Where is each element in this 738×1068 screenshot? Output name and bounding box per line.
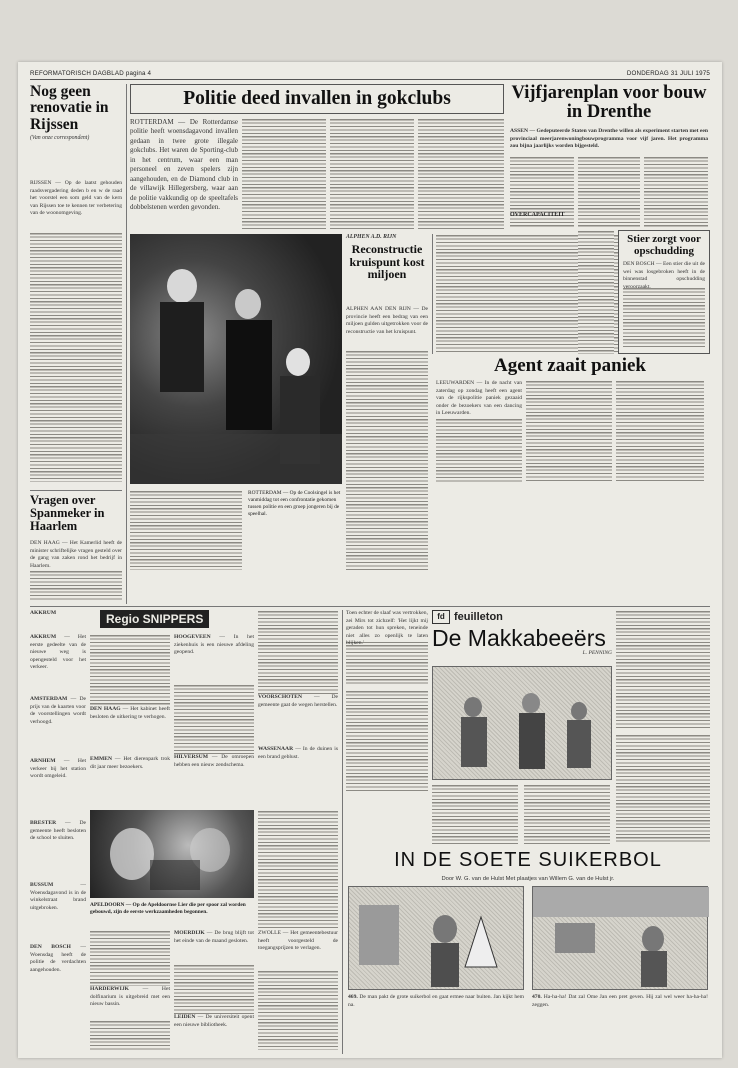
regio-text-6: Het kabinet heeft besloten de uitkering te verhogen. [90,706,170,720]
regio-place-6: DEN HAAG [90,706,121,712]
regio-place-3: BRESTER [30,820,57,826]
suikerbol-panel-2 [532,886,708,990]
caption-apeldoorn: APELDOORN — Op de Apeldoornse Lier die per spoor zal worden gebouwd, zijn de eerste werkzaamheden begonnen. [90,902,246,916]
regio-text-7: Het dierenpark trok dit jaar meer bezoekers. [90,756,170,770]
headline-renovatie: Nog geen renovatie in Rijssen [30,83,109,133]
regio-text-1: De prijs van de kaarten voor de voorstellingen wordt verhoogd. [30,696,86,725]
suikerbol-caption-2: Ha-ha-ha! Dat zal Ome Jan een pret geven. Hij zal wel weer ha-ha-ha! zeggen. [532,994,708,1008]
feuilleton-banner: feuilleton [454,611,503,623]
regio-place-13: WASSENAAR [258,746,294,752]
feuilleton-title: De Makkabeeërs [432,625,606,651]
headline-spanmeker: Vragen over Spanmeker in Haarlem [30,493,105,534]
regio-text-13: In de duinen is een brand geblust. [258,746,338,760]
regio-place-4: BUSSUM [30,882,54,888]
regio-col-3: HOOGEVEEN — In het ziekenhuis is een nieuwe afdeling geopend. HILVERSUM — De omroepen hebben een nieuw zendschema. [174,634,254,768]
lead-vijfjarenplan: ASSEN — Gedeputeerde Staten van Drenthe willen als experiment starten met een provinciaal meerjarenwoningbouwprogramma voor vijf jaren. Het programma zou bijna jaarlijks worden bijgesteld. [510,128,708,150]
feuilleton-author: L. PENNING [582,650,612,657]
regio-text-10: Het dolfinarium is uitgebreid met een nieuw bassin. [90,986,170,1008]
lead-agent: LEEUWARDEN — In de nacht van zaterdag op zondag heeft een agent van de rijkspolitie paniek gezaaid onder de bezoekers van een dancing in Leeuwarden. [436,380,522,417]
regio-text-11: De omroepen hebben een nieuw zendschema. [174,754,254,768]
headline-gokclubs: Politie deed invallen in gokclubs [183,88,451,109]
article-stier [618,230,710,354]
headline-stier: Stier zorgt voor opschudding [627,233,701,257]
regio-place-12: VOORSCHOTEN [258,694,303,700]
headline-vijfjarenplan: Vijfjarenplan voor bouw in Drenthe [511,83,707,123]
lead-gokclubs: ROTTERDAM — De Rotterdamse politie heeft woensdagavond invallen gedaan in twee grote illegale gokclubs. Het waren de Sporting-club in het centrum, waar een man personeel en zeven spelers zijn aangehouden, en de Diamond club in de villawijk Hillegersberg, waar aan de politie vakkundig op de speeltafels dobbelstenen werden gevonden. [130,118,238,211]
headline-agent: Agent zaait paniek [494,355,646,376]
regio-place-11: HILVERSUM [174,754,208,760]
regio-text-2: Het verkeer bij het station wordt omgeleid. [30,758,86,780]
lead-renovatie: RIJSSEN — Op de laatst gehouden raadsvergadering deden b en w de raad het voorstel een som geld van de kern van Rijssen toe te kennen ter verbetering van de woonomgeving. [30,180,122,217]
regio-place-0b: AKKRUM [30,634,57,640]
suikerbol-byline: Door W. G. van de Hulst Met plaatjes van Willem G. van de Hulst jr. [441,876,615,882]
article-gokclubs-header [130,84,504,114]
feuilleton-illustration [432,666,612,780]
feuilleton-text: Toen echter de slaaf was vertrokken, zei Mirs tot zichzelf: 'Het lijkt mij geraden tot hun spreken, teneinde niet alles zo openlijk te laten blijken.' [346,610,428,647]
text-renovatie [30,232,122,482]
regio-place-0: AKKRUM [30,610,57,616]
regio-place-5: DEN BOSCH [30,944,71,950]
regio-place-14: LEIDEN [174,1014,196,1020]
suikerbol-panel-1 [348,886,524,990]
suikerbol-text-1 [348,994,524,1054]
place-reconstructie: ALPHEN A.D. RIJN [346,234,397,240]
suikerbol-num-2: 470. [532,994,542,1000]
regio-text-5: Woensdag heeft de politie de verdachten aangehouden. [30,951,86,973]
regio-text-8: In het ziekenhuis is een nieuwe afdeling geopend. [174,634,254,656]
regio-place-8: HOOGEVEEN [174,634,211,640]
lead-spanmeker: DEN HAAG — Het Kamerlid heeft de minister schriftelijke vragen gesteld over de gang van zaken rond het bedrijf in Haarlem. [30,540,122,569]
headline-reconstructie: Reconstructie kruispunt kost miljoen [349,242,425,282]
photo-figures [130,234,342,484]
regio-text-12: De gemeente gaat de wegen herstellen. [258,694,338,708]
lead-stier: DEN BOSCH — Een stier die uit de wei was losgebroken heeft in de binnenstad opschudding veroorzaakt. [623,261,705,290]
regio-place-10: HARDERWIJK [90,986,129,992]
feuilleton-logo: fd [432,610,450,624]
byline-renovatie: (Van onze correspondent) [30,134,90,141]
regio-place-1: AMSTERDAM [30,696,68,702]
suikerbol-text-2 [532,994,708,1054]
regio-text-14: De universiteit opent een nieuwe bibliotheek. [174,1014,254,1028]
regio-title: Regio SNIPPERS [100,610,209,628]
caption-gokclubs: ROTTERDAM — Op de Coolsingel is het vanmiddag tot een confrontatie gekomen tussen politie en een groep jongeren bij de speelhal. [248,490,341,518]
suikerbol-title: IN DE SOETE SUIKERBOL [394,849,662,871]
regio-text-4: Woensdagavond is in de winkelstraat brand uitgebroken. [30,889,86,911]
subhead-overcapaciteit: OVERCAPACITEIT [510,212,565,218]
regio-col-2: DEN HAAG — Het kabinet heeft besloten de uitkering te verhogen. EMMEN — Het dierenpark trok dit jaar meer bezoekers. [90,634,170,806]
regio-col-1: AKKRUM — Het eerste gedeelte van de nieuwe weg is opengesteld voor het verkeer. AMSTERDAM — De prijs van de kaarten voor de voorstellingen wordt verhoogd. ARNHEM — Het verkeer bij het station wordt omgeleid. BRESTER — De gemeente heeft besloten de school te sluiten. BUSSUM — Woensdagavond is in de winkelstraat brand uitgebroken. DEN BOSCH — Woensdag heeft de politie de verdachten aangehouden. [30,634,86,973]
newspaper-page: REFORMATORISCH DAGBLAD pagina 4 DONDERDAG 31 JULI 1975 Nog geen renovatie in Rijssen (Van onze correspondent) RIJSSEN — Op de laatst gehouden raadsvergadering deden b en w de raad het voorstel een som geld van de kern van Rijssen toe te kennen ter verbetering van de woonomgeving. Vragen over Spanmeker in Haarlem DEN HAAG — Het Kamerlid heeft de minister schriftelijke vragen gesteld over de gang van zaken rond het bedrijf in Haarlem. Politie deed invallen in gokclubs ROTTERDAM — De Rotterdamse politie heeft woensdagavond invallen gedaan in twee grote illegale gokclubs. Het waren de Sporting-club in het centrum, waar een man personeel en zeven spelers zijn aangehouden, en de Diamond club in de villawijk Hillegersberg, waar aan de politie vakkundig op de speeltafels dobbelstenen werden gevonden. ROTTERDAM — Op de Coolsingel is het vanmiddag tot een confrontatie gekomen tussen politie en een groep jongeren bij de speelhal. ALPHEN A.D. RIJN Reconstructie kruispunt kost miljoen ALPHEN AAN DEN RIJN — De provincie heeft een bedrag van een miljoen gulden uitgetrokken voor de reconstructie van het kruispunt. Agent zaait paniek LEEUWARDEN — In de nacht van zaterdag op zondag heeft een agent van de rijkspolitie paniek gezaaid onder de bezoekers van een dancing in Leeuwarden. Vijfjarenplan voor bouw in Drenthe ASSEN — Gedeputeerde Staten van Drenthe willen als experiment starten met een provinciaal meerjarenwoningbouwprogramma voor vijf jaren. Het programma zou bijna jaarlijks worden bijgesteld. OVERCAPACITEIT Stier zorgt voor opschudding DEN BOSCH — Een stier die uit de wei was losgebroken heeft in de binnenstad opschudding veroorzaakt. Regio SNIPPERS AKKRUM AKKRUM — Het eerste gedeelte van de nieuwe weg is opengesteld voor het verkeer. AMSTERDAM — De prijs van de kaarten voor de voorstellingen wordt verhoogd. ARNHEM — Het verkeer bij het station wordt omgeleid. BRESTER — De gemeente heeft besloten de school te sluiten. BUSSUM — Woensdagavond is in de winkelstraat brand uitgebroken. DEN BOSCH — Woensdag heeft de politie de verdachten aangehouden. DEN HAAG — Het kabinet heeft besloten de uitkering te verhogen. EMMEN — Het dierenpark trok dit jaar meer bezoekers. HOOGEVEEN — In het ziekenhuis is een nieuwe afdeling geopend. HILVERSUM — De omroepen hebben een nieuw zendschema. APELDOORN — Op de Apeldoornse Lier die per spoor zal worden gebouwd, zijn de eerste werkzaamheden begonnen. HARDERWIJK — Het dolfinarium is uitgebreid met een nieuw bassin. MOERDIJK — De brug blijft tot het einde van de maand gesloten. LEIDEN — De universiteit opent een nieuwe bibliotheek. VOORSCHOTEN — De gemeente gaat de wegen herstellen. WASSENAAR — In de duinen is een brand geblust. ZWOLLE — Het gemeentebestuur heeft voorgesteld de toegangsprijzen te verlagen. Toen echter de slaaf was vertrokken, zei Mirs tot zichzelf: 'Het lijkt mij geraden tot hun spreken, teneinde niet alles zo openlijk te laten blijken.' fd feuilleton De Makkabeeërs L. PENNING IN DE SOETE SUIKERBOL Door W. G. van de Hulst Met plaatjes van Willem G. van de Hulst jr. 469. De man pakt de grote suikerbol en gaat ermee naar buiten. Jan kijkt hem na. 470. Ha-ha-ha! Dat zal Ome Jan een pret geven. Hij zal wel weer ha-ha-ha! zeggen. [18,62,722,1058]
suikerbol-header [346,850,710,876]
photo-gokclubs [130,234,342,484]
masthead [30,68,710,80]
regio-column-text: ZWOLLE — Het gemeentebestuur heeft voorgesteld de toegangsprijzen te verlagen. [258,930,338,952]
regio-place-7: EMMEN [90,756,113,762]
suikerbol-num-1: 469. [348,994,358,1000]
regio-text-9: De brug blijft tot het einde van de maand gesloten. [174,930,254,944]
regio-place-9: MOERDIJK [174,930,205,936]
feuilleton-header [432,610,612,664]
photo-apeldoorn [90,810,254,898]
suikerbol-caption-1: De man pakt de grote suikerbol en gaat ermee naar buiten. Jan kijkt hem na. [348,994,524,1008]
regio-place-2: ARNHEM [30,758,56,764]
lead-reconstructie: ALPHEN AAN DEN RIJN — De provincie heeft een bedrag van een miljoen gulden uitgetrokken voor de reconstructie van het kruispunt. [346,306,428,335]
article-renovatie [30,84,122,178]
masthead-right: DONDERDAG 31 JULI 1975 [626,70,710,77]
masthead-left: REFORMATORISCH DAGBLAD pagina 4 [30,70,152,77]
regio-text-3: De gemeente heeft besloten de school te sluiten. [30,820,86,842]
regio-text-0: Het eerste gedeelte van de nieuwe weg is opengesteld voor het verkeer. [30,634,86,671]
regio-col-4: VOORSCHOTEN — De gemeente gaat de wegen herstellen. WASSENAAR — In de duinen is een brand geblust. [258,610,338,806]
